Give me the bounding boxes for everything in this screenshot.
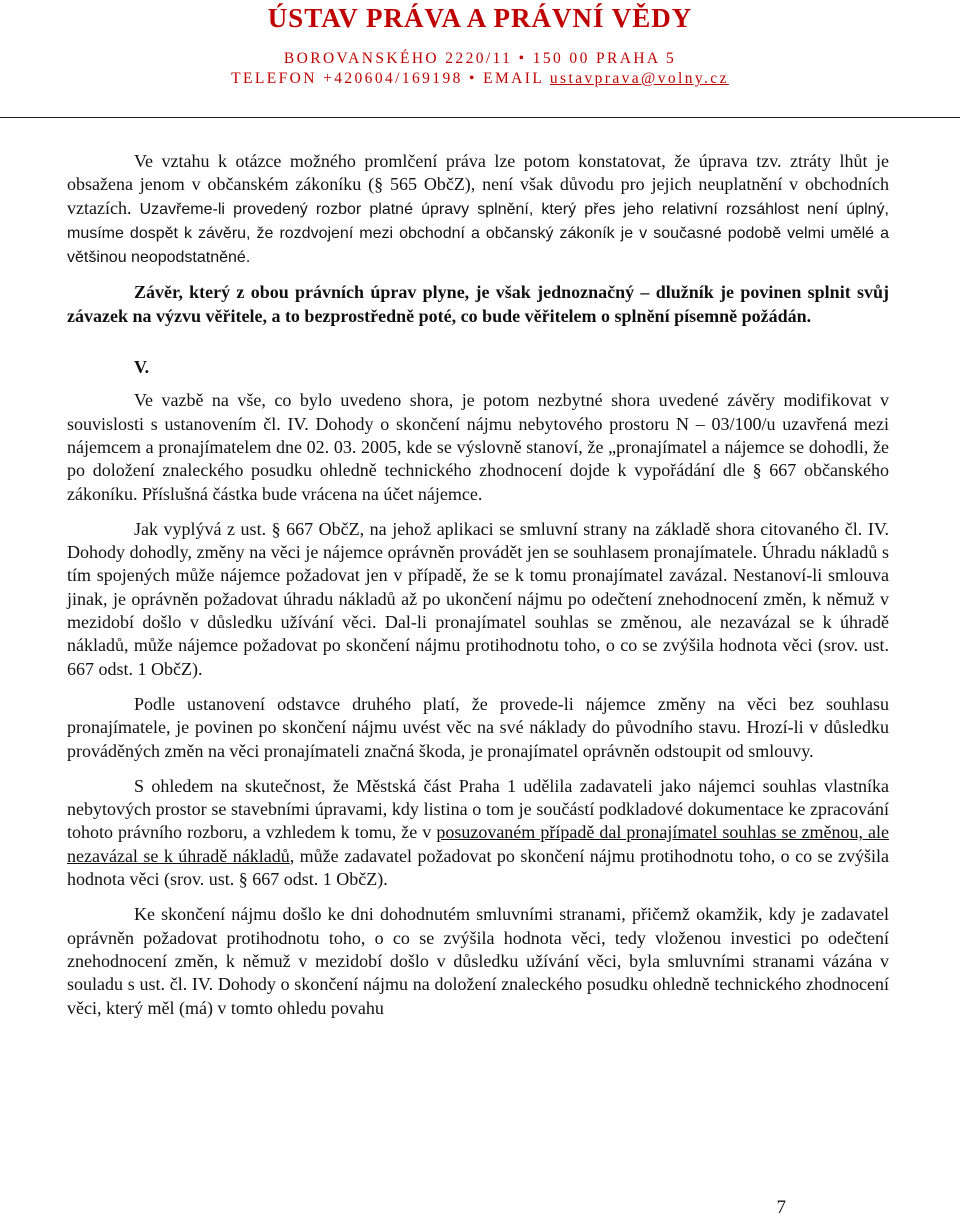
consent-text-start: S ohledem na skutečnost, že Městská část Praha 1 udělila zadavateli jako nájemci souhlas vlastníka nebytových prostor se stavebními úpravami, kdy listina o tom je součástí podkladové dokumentace ke zpracování tohoto právního rozboru, a vzhledem k tomu, že v [67,775,889,843]
consent-underlined-text: posuzovaném případě dal pronajímatel souhlas se změnou, ale nezavázal se k úhradě nákladů [67,822,890,866]
contact-prefix: TELEFON +420604/169198 • EMAIL [231,70,550,87]
paragraph-agreement: Ve vazbě na vše, co bylo uvedeno shora, je potom nezbytné shora uvedené závěry modifikovat v souvislosti s ustanovením čl. IV. Dohody o skončení nájmu nebytového prostoru N – 03/100/u uzavřená mezi nájemcem a pronajímatelem dne 02. 03. 2005, kde se výslovně stanoví, že „pronajímatel a nájemce se dohodli, že po doložení znaleckého posudku ohledně technického zhodnocení dojde k vypořádání dle § 667 občanského zákoníku. Příslušná částka bude vrácena na účet nájemce. [67,390,889,504]
consent-text-end: , může zadavatel požadovat po skončení nájmu protihodnotu toho, o co se zvýšila hodnota věci (srov. ust. § 667 odst. 1 ObčZ). [67,845,889,890]
organization-address: BOROVANSKÉHO 2220/11 • 150 00 PRAHA 5 [283,50,677,67]
paragraph-limitation-serif-part: Ve vztahu k otázce možného promlčení práva lze potom konstatovat, že úprava tzv. ztráty lhůt je obsažena jenom v občanském zákoníku (§ 565 ObčZ), není však důvodu pro jejich neuplatnění v obchodních vztazích. [67,151,889,218]
paragraph-paragraph-two: Podle ustanovení odstavce druhého platí, že provede-li nájemce změny na věci bez souhlasu pronajímatele, je povinen po skončení nájmu uvést věc na své náklady do původního stavu. Hrozí-li v důsledku prováděných změn na věci pronajímateli značná škoda, je pronajímatel oprávněn odstoupit od smlouvy. [67,693,889,761]
paragraph-lease-termination: Ke skončení nájmu došlo ke dni dohodnutém smluvními stranami, přičemž okamžik, kdy je zadavatel oprávněn požadovat protihodnotu toho, o co se zvýšila hodnota věci, tedy vloženou investici po odečtení znehodnocení změn, k němuž v mezidobí došlo v důsledku užívání věci, byla smluvními stranami vázána v souladu s ust. čl. IV. Dohody o skončení nájmu na doložení znaleckého posudku ohledně technického zhodnocení věci, který měl (má) v tomto ohledu povahu [67,904,889,1018]
paragraph-limitation [67,150,889,269]
header-divider [0,117,960,118]
paragraph-section-667: Jak vyplývá z ust. § 667 ObčZ, na jehož aplikaci se smluvní strany na základě shora citovaného čl. IV. Dohody dohodly, změny na věci je nájemce oprávněn provádět jen se souhlasem pronajímatele. Úhradu nákladů s tím spojených může nájemce požadovat jen v případě, že se k tomu pronajímatel zavázal. Nestanoví-li smlouva jinak, je oprávněn požadovat úhradu nákladů až po ukončení nájmu po odečtení znehodnocení změn, k němuž v mezidobí došlo v důsledku užívání věci. Dal-li pronajímatel souhlas se změnou, ale nezavázal se k úhradě nákladů, může nájemce požadovat po skončení nájmu protihodnotu toho, o co se zvýšila hodnota věci (srov. ust. 667 odst. 1 ObčZ). [67,518,889,679]
paragraph-conclusion: Závěr, který z obou právních úprav plyne, je však jednoznačný – dlužník je povinen splnit svůj závazek na výzvu věřitele, a to bezprostředně poté, co bude věřitelem o splnění písemně požádán. [67,282,889,326]
page-number: 7 [776,1197,786,1218]
organization-name: ÚSTAV PRÁVA A PRÁVNÍ VĚDY [267,3,693,33]
organization-contact [0,69,960,89]
email-link[interactable]: ustavprava@volny.cz [549,70,729,87]
document-body [67,150,889,1032]
section-heading: V. [134,357,150,378]
letterhead [0,0,960,89]
paragraph-limitation-sans-part: Uzavřeme-li provedený rozbor platné úpravy splnění, který přes jeho relativní rozsáhlost není úplný, musíme dospět k závěru, že rozdvojení mezi obchodní a občanský zákoník je v současné podobě velmi umělé a většinou neopodstatněné. [67,200,889,267]
paragraph-municipality-consent [67,775,889,891]
